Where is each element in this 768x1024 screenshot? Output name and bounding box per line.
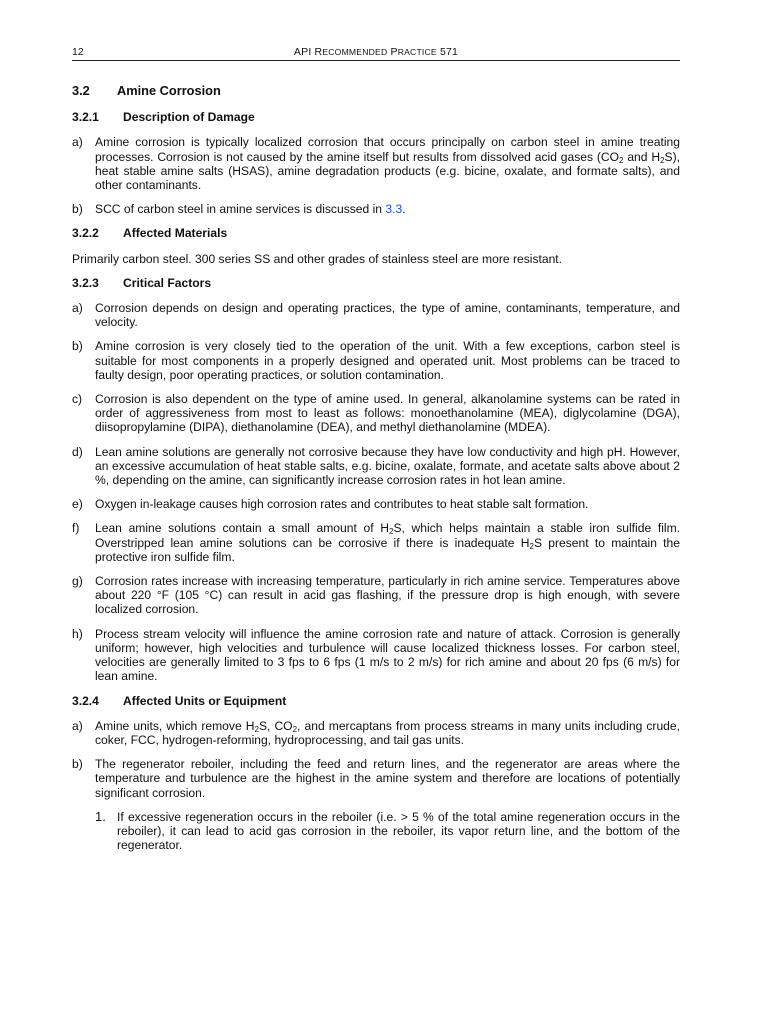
list-item: a) Amine corrosion is typically localized corrosion that occurs principally on carbon steel in amine treating processes. Corrosion is not caused by the amine itself but results from dissolved acid gases ($CO_2$ and $H_2S$), heat stable amine salts (HSAS), amine degradation products (e.g. bicine, oxalate, and formate salts), and other contaminants.: [72, 135, 680, 193]
list-item: b) Amine corrosion is very closely tied to the operation of the unit. With a few exceptions, carbon steel is suitable for most components in a properly designed and operated unit. Most problems can be traced to faulty design, poor operating practices, or solution contamination.: [72, 339, 680, 382]
paragraph: Primarily carbon steel. 300 series SS and other grades of stainless steel are more resistant.: [72, 251, 563, 266]
list-item: d) Lean amine solutions are generally not corrosive because they have low conductivity and high pH. However, an excessive accumulation of heat stable salts, e.g. bicine, oxalate, formate, and acetate salts above about 2 %, depending on the amine, can significantly increase corrosion rates in hot lean amine.: [72, 444, 680, 488]
list-item: g) Corrosion rates increase with increasing temperature, particularly in rich amine service. Temperatures above about 220 °F (105 °C) can result in acid gas flashing, if the pressure drop is high enough, with severe localized corrosion.: [72, 574, 680, 617]
list-item: c) Corrosion is also dependent on the type of amine used. In general, alkanolamine systems can be rated in order of aggressiveness from most to least as follows: monoethanolamine (MEA), diglycolamine (DGA), diisopropylamine (DIPA), diethanolamine (DEA), and methyl diethanolamine (MDEA).: [72, 392, 680, 435]
page-header: [72, 46, 680, 61]
heading-3-2-2: 3.2.2 Affected Materials: [72, 226, 228, 241]
list-item: e) Oxygen in-leakage causes high corrosion rates and contributes to heat stable salt formation.: [72, 497, 589, 512]
list-item: b) SCC of carbon steel in amine services is discussed in 3.3.: [72, 202, 406, 217]
section-heading-3-2: 3.2 Amine Corrosion: [72, 83, 221, 98]
sub-list-item: 1. If excessive regeneration occurs in the reboiler (i.e. > 5 % of the total amine regeneration occurs in the reboiler), it can lead to acid gas corrosion in the reboiler, its vapor return line, and the bottom of the regenerator.: [95, 808, 680, 853]
list-item: a) Amine units, which remove $H_2S$, $CO_2$, and mercaptans from process streams in many units including crude, coker, FCC, hydrogen-reforming, hydroprocessing, and tail gas units.: [72, 718, 680, 747]
page-number: 12: [72, 46, 84, 58]
list-item: a) Corrosion depends on design and operating practices, the type of amine, contaminants, temperature, and velocity.: [72, 301, 680, 330]
heading-3-2-1: 3.2.1 Description of Damage: [72, 110, 255, 125]
list-item: h) Process stream velocity will influence the amine corrosion rate and nature of attack. Corrosion is generally uniform; however, high velocities and turbulence will cause localized thickness losses. For carbon steel, velocities are generally limited to 3 fps to 6 fps (1 m/s to 2 m/s) for rich amine and about 20 fps (6 m/s) for lean amine.: [72, 626, 680, 684]
document-body: [72, 84, 680, 862]
heading-3-2-3: 3.2.3 Critical Factors: [72, 275, 212, 290]
heading-3-2-4: 3.2.4 Affected Units or Equipment: [72, 693, 287, 708]
list-item: f) Lean amine solutions contain a small amount of $H_2S$, which helps maintain a stable iron sulfide film. Overstripped lean amine solutions can be corrosive if there is inadequate $H_2S$ present to maintain the protective iron sulfide film.: [72, 521, 680, 564]
running-title: API RECOMMENDED PRACTICE 571: [293, 46, 459, 58]
list-item: b) The regenerator reboiler, including the feed and return lines, and the regenerator are areas where the temperature and turbulence are the highest in the amine system and therefore are locations of potentially significant corrosion.: [72, 757, 680, 800]
section-link-3-3[interactable]: 3.3: [385, 202, 403, 217]
